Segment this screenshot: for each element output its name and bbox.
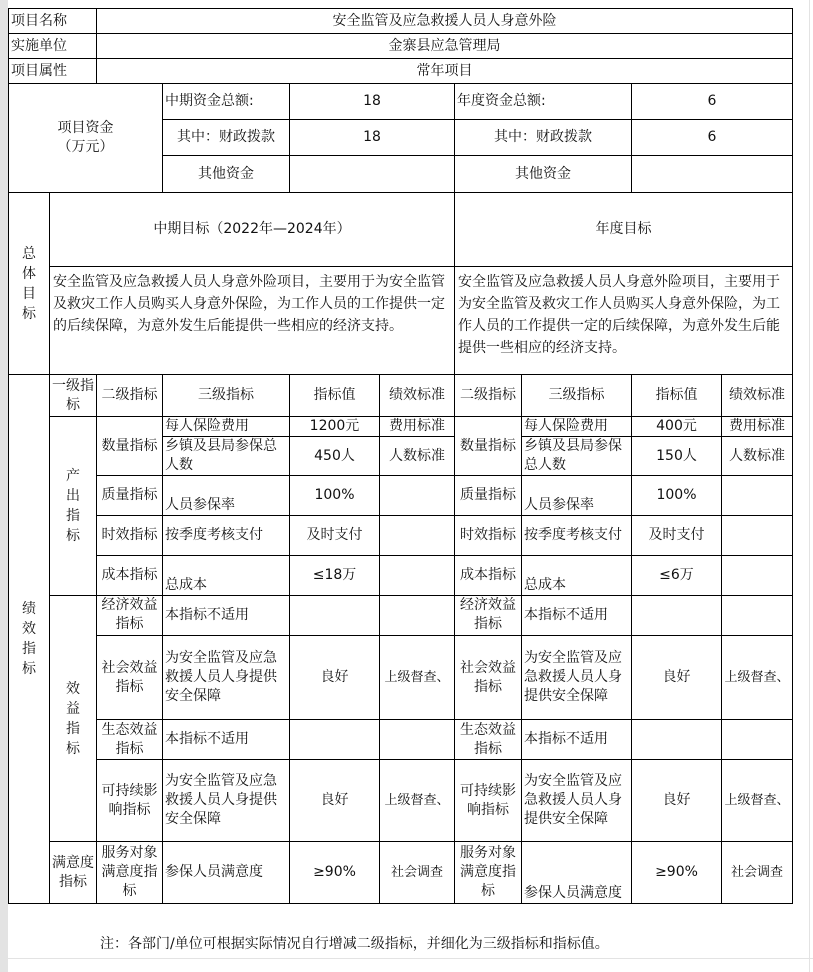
standard-cell[interactable] bbox=[380, 516, 455, 556]
l3-cell[interactable]: 本指标不适用 bbox=[522, 720, 632, 760]
l2-ecological-annual: 生态效益指标 bbox=[455, 720, 522, 760]
gridline-right bbox=[809, 0, 810, 972]
l3-cell[interactable]: 每人保险费用 bbox=[163, 417, 290, 437]
project-attribute-label: 项目属性 bbox=[9, 59, 97, 84]
standard-cell[interactable] bbox=[380, 596, 455, 636]
value-cell[interactable]: 良好 bbox=[290, 760, 380, 842]
annual-fiscal-funds-value[interactable]: 6 bbox=[632, 120, 793, 156]
l3-cell[interactable]: 为安全监管及应急救援人员人身提供安全保障 bbox=[522, 760, 632, 842]
l3-cell[interactable]: 本指标不适用 bbox=[163, 596, 290, 636]
table-row bbox=[9, 760, 793, 842]
mid-total-funds-label: 中期资金总额: bbox=[163, 84, 290, 120]
l2-social-mid: 社会效益指标 bbox=[97, 636, 163, 720]
project-funds-label: 项目资金 （万元） bbox=[9, 84, 163, 193]
value-cell[interactable]: ≤18万 bbox=[290, 556, 380, 596]
grid-margin-left bbox=[0, 0, 8, 972]
standard-cell[interactable] bbox=[722, 596, 793, 636]
table-row bbox=[9, 596, 793, 636]
l2-timeliness-mid: 时效指标 bbox=[97, 516, 163, 556]
header-level3-mid: 三级指标 bbox=[163, 375, 290, 417]
standard-cell[interactable] bbox=[722, 476, 793, 516]
header-standard-mid: 绩效标准 bbox=[380, 375, 455, 417]
footnote: 注：各部门/单位可根据实际情况自行增减二级指标，并细化为三级指标和指标值。 bbox=[100, 936, 609, 952]
performance-target-table bbox=[8, 8, 793, 904]
annual-other-funds-value[interactable] bbox=[632, 156, 793, 193]
mid-term-goal-text[interactable]: 安全监管及应急救援人员人身意外险项目，主要用于为安全监管及救灾工作人员购买人身意外保险，为工作人员的工作提供一定的后续保障，为意外发生后能提供一些相应的经济支持。 bbox=[50, 267, 455, 375]
l3-cell[interactable]: 人员参保率 bbox=[522, 476, 632, 516]
standard-cell[interactable]: 社会调查 bbox=[380, 842, 455, 904]
l2-satisfaction-annual: 服务对象满意度指标 bbox=[455, 842, 522, 904]
value-cell[interactable]: 1200元 bbox=[290, 417, 380, 437]
mid-other-funds-label: 其他资金 bbox=[163, 156, 290, 193]
l2-quantity-annual: 数量指标 bbox=[455, 417, 522, 476]
l3-cell[interactable]: 本指标不适用 bbox=[163, 720, 290, 760]
table-row bbox=[9, 720, 793, 760]
table-row bbox=[9, 417, 793, 437]
mid-fiscal-funds-value[interactable]: 18 bbox=[290, 120, 455, 156]
annual-fiscal-funds-label: 其中：财政拨款 bbox=[455, 120, 632, 156]
value-cell[interactable]: 450人 bbox=[290, 437, 380, 476]
standard-cell[interactable]: 人数标准 bbox=[380, 437, 455, 476]
l3-cell[interactable]: 按季度考核支付 bbox=[163, 516, 290, 556]
table-row bbox=[9, 842, 793, 904]
mid-fiscal-funds-label: 其中：财政拨款 bbox=[163, 120, 290, 156]
l2-quality-mid: 质量指标 bbox=[97, 476, 163, 516]
annual-goal-text[interactable]: 安全监管及应急救援人员人身意外险项目，主要用于为安全监管及救灾工作人员购买人身意外保险，为工作人员的工作提供一定的后续保障，为意外发生后能提供一些相应的经济支持。 bbox=[455, 267, 793, 375]
implementing-unit-value[interactable]: 金寨县应急管理局 bbox=[97, 34, 793, 59]
value-cell[interactable] bbox=[632, 720, 722, 760]
value-cell[interactable] bbox=[632, 596, 722, 636]
value-cell[interactable]: 良好 bbox=[290, 636, 380, 720]
value-cell[interactable]: ≥90% bbox=[632, 842, 722, 904]
l2-economic-mid: 经济效益指标 bbox=[97, 596, 163, 636]
l2-quality-annual: 质量指标 bbox=[455, 476, 522, 516]
l2-satisfaction-mid: 服务对象满意度指标 bbox=[97, 842, 163, 904]
mid-total-funds-value[interactable]: 18 bbox=[290, 84, 455, 120]
l3-cell[interactable]: 乡镇及县局参保总人数 bbox=[522, 437, 632, 476]
l3-cell[interactable]: 人员参保率 bbox=[163, 476, 290, 516]
output-indicator-label: 产出指标 bbox=[50, 417, 97, 596]
l3-cell[interactable]: 按季度考核支付 bbox=[522, 516, 632, 556]
project-name-label: 项目名称 bbox=[9, 9, 97, 34]
header-level1: 一级指标 bbox=[50, 375, 97, 417]
standard-cell[interactable]: 费用标准 bbox=[722, 417, 793, 437]
standard-cell[interactable] bbox=[380, 476, 455, 516]
l2-cost-annual: 成本指标 bbox=[455, 556, 522, 596]
value-cell[interactable]: ≤6万 bbox=[632, 556, 722, 596]
header-level3-annual: 三级指标 bbox=[522, 375, 632, 417]
standard-cell[interactable]: 费用标准 bbox=[380, 417, 455, 437]
l2-ecological-mid: 生态效益指标 bbox=[97, 720, 163, 760]
overall-goal-label: 总体目标 bbox=[9, 193, 50, 375]
value-cell[interactable] bbox=[290, 596, 380, 636]
table-row bbox=[9, 636, 793, 720]
mid-other-funds-value[interactable] bbox=[290, 156, 455, 193]
l3-cell[interactable]: 为安全监管及应急救援人员人身提供安全保障 bbox=[163, 760, 290, 842]
l3-cell[interactable]: 为安全监管及应急救援人员人身提供安全保障 bbox=[163, 636, 290, 720]
value-cell[interactable]: 150人 bbox=[632, 437, 722, 476]
standard-cell[interactable] bbox=[722, 556, 793, 596]
value-cell[interactable]: 及时支付 bbox=[632, 516, 722, 556]
l3-cell[interactable]: 为安全监管及应急救援人员人身提供安全保障 bbox=[522, 636, 632, 720]
table-row bbox=[9, 516, 793, 556]
l3-cell[interactable]: 参保人员满意度 bbox=[522, 842, 632, 904]
l3-cell[interactable]: 每人保险费用 bbox=[522, 417, 632, 437]
standard-cell[interactable]: 社会调查 bbox=[722, 842, 793, 904]
implementing-unit-label: 实施单位 bbox=[9, 34, 97, 59]
annual-total-funds-value[interactable]: 6 bbox=[632, 84, 793, 120]
standard-cell[interactable] bbox=[722, 516, 793, 556]
value-cell[interactable] bbox=[290, 720, 380, 760]
header-level2-annual: 二级指标 bbox=[455, 375, 522, 417]
satisfaction-indicator-label: 满意度指标 bbox=[50, 842, 97, 904]
annual-total-funds-label: 年度资金总额: bbox=[455, 84, 632, 120]
project-name-value[interactable]: 安全监管及应急救援人员人身意外险 bbox=[97, 9, 793, 34]
l3-cell[interactable]: 乡镇及县局参保总人数 bbox=[163, 437, 290, 476]
l2-sustainable-annual: 可持续影响指标 bbox=[455, 760, 522, 842]
l2-quantity-mid: 数量指标 bbox=[97, 417, 163, 476]
value-cell[interactable]: 400元 bbox=[632, 417, 722, 437]
mid-term-goal-header: 中期目标（2022年—2024年） bbox=[50, 193, 455, 267]
header-standard-annual: 绩效标准 bbox=[722, 375, 793, 417]
l2-sustainable-mid: 可持续影响指标 bbox=[97, 760, 163, 842]
value-cell[interactable]: 100% bbox=[290, 476, 380, 516]
standard-cell[interactable] bbox=[380, 720, 455, 760]
value-cell[interactable]: ≥90% bbox=[290, 842, 380, 904]
standard-cell[interactable] bbox=[380, 556, 455, 596]
annual-goal-header: 年度目标 bbox=[455, 193, 793, 267]
performance-indicator-label: 绩效指标 bbox=[9, 375, 50, 904]
l2-timeliness-annual: 时效指标 bbox=[455, 516, 522, 556]
table-row bbox=[9, 556, 793, 596]
standard-cell[interactable]: 上级督查、 bbox=[380, 636, 455, 720]
header-level2-mid: 二级指标 bbox=[97, 375, 163, 417]
standard-cell[interactable]: 上级督查、 bbox=[380, 760, 455, 842]
gridline-bottom bbox=[0, 958, 813, 959]
l3-cell[interactable]: 总成本 bbox=[522, 556, 632, 596]
l3-cell[interactable]: 总成本 bbox=[163, 556, 290, 596]
standard-cell[interactable]: 上级督查、 bbox=[722, 636, 793, 720]
benefit-indicator-label: 效益指标 bbox=[50, 596, 97, 842]
l2-social-annual: 社会效益指标 bbox=[455, 636, 522, 720]
header-value-mid: 指标值 bbox=[290, 375, 380, 417]
standard-cell[interactable] bbox=[722, 720, 793, 760]
value-cell[interactable]: 良好 bbox=[632, 760, 722, 842]
table-row bbox=[9, 476, 793, 516]
value-cell[interactable]: 100% bbox=[632, 476, 722, 516]
header-value-annual: 指标值 bbox=[632, 375, 722, 417]
project-attribute-value[interactable]: 常年项目 bbox=[97, 59, 793, 84]
value-cell[interactable]: 及时支付 bbox=[290, 516, 380, 556]
annual-other-funds-label: 其他资金 bbox=[455, 156, 632, 193]
standard-cell[interactable]: 上级督查、 bbox=[722, 760, 793, 842]
l3-cell[interactable]: 本指标不适用 bbox=[522, 596, 632, 636]
l3-cell[interactable]: 参保人员满意度 bbox=[163, 842, 290, 904]
l2-economic-annual: 经济效益指标 bbox=[455, 596, 522, 636]
standard-cell[interactable]: 人数标准 bbox=[722, 437, 793, 476]
l2-cost-mid: 成本指标 bbox=[97, 556, 163, 596]
value-cell[interactable]: 良好 bbox=[632, 636, 722, 720]
